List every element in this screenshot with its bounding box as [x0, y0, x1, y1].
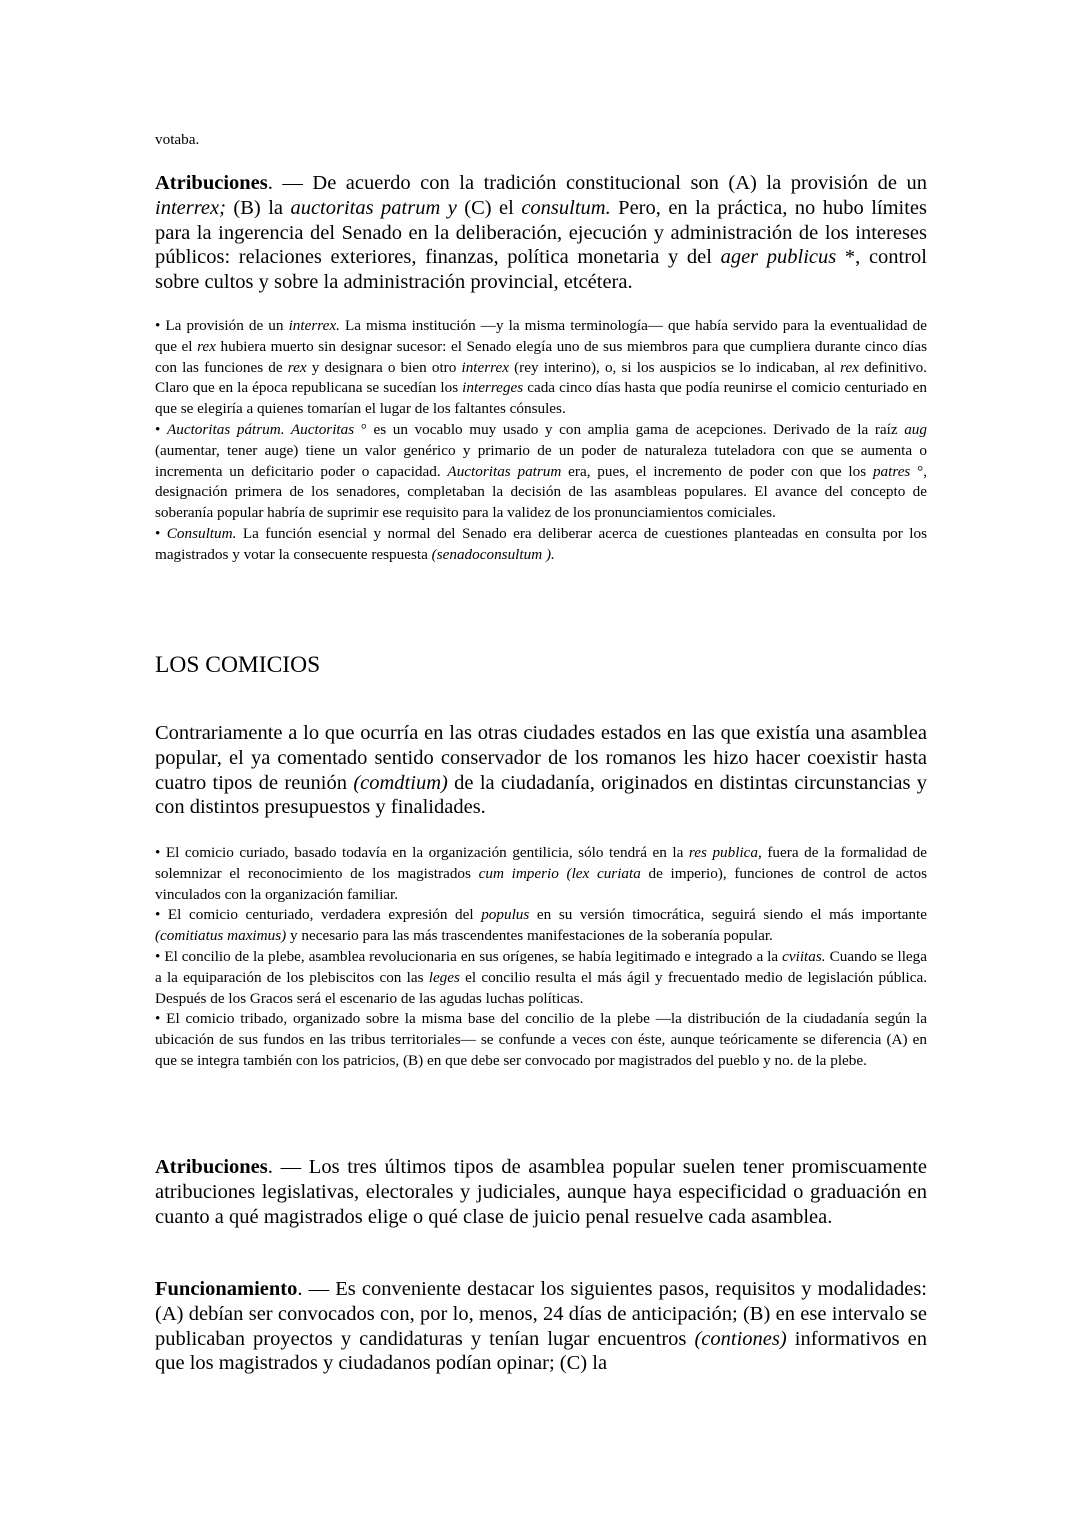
funcionamiento-paragraph	[155, 1277, 927, 1376]
text-run: (B) la	[225, 196, 291, 219]
note-comicio-tribado	[155, 1009, 927, 1071]
italic-term: Auctoritas patrum	[447, 462, 562, 480]
funcionamiento-section	[155, 1277, 927, 1376]
italic-term: patres	[872, 462, 911, 480]
text-run: . — Es conveniente destacar los siguientes pasos, requisitos y modalidades: (A) debían ser convocados con, por lo, menos, 24 días de anticipación; (B) en ese intervalo se publicaban proyectos y candidaturas y tenían lugar encuentros	[155, 1278, 927, 1350]
italic-term: consultum.	[521, 196, 611, 219]
italic-term: interreges	[462, 379, 524, 397]
italic-term: populus	[481, 906, 530, 924]
italic-term: (contiones)	[694, 1327, 787, 1350]
note-interrex	[155, 316, 927, 420]
text-run: • El comicio curiado, basado todavía en la organización gentilicia, sólo tendrá en la	[155, 844, 689, 861]
italic-term: cum imperio (lex curiata	[478, 864, 641, 882]
italic-term: interrex;	[155, 196, 226, 219]
comicios-atribuciones-paragraph	[155, 1155, 927, 1229]
continuation-line	[155, 130, 927, 150]
italic-term: interrex.	[288, 317, 340, 334]
comicios-intro	[155, 721, 927, 820]
text-run: *, control sobre cultos y sobre la administración provincial, etcétera.	[155, 246, 928, 294]
italic-term: (senadoconsultum ).	[431, 545, 555, 563]
text-run: • El concilio de la plebe, asamblea revolucionaria en sus orígenes, se había legitimado e integrado a la	[155, 947, 783, 965]
italic-term: rex	[287, 358, 307, 376]
text-run: el concilio resulta el más ágil y frecuentado medio de legislación pública. Después de los Gracos será el escenario de las agudas luchas políticas.	[155, 968, 928, 1007]
italic-term: aug	[904, 420, 927, 438]
italic-term: (comdtium)	[353, 771, 448, 794]
comicios-atribuciones-section	[155, 1155, 927, 1229]
section-lead: Atribuciones	[155, 172, 268, 194]
text-run: (C) el	[456, 196, 522, 219]
text-run: y designara o bien otro	[306, 358, 462, 376]
italic-term: cviitas.	[782, 947, 826, 965]
text-run: Cuando se llega a la equiparación de los plebiscitos con las	[155, 947, 927, 986]
text-run: Pero, en la práctica, no hubo límites para la ingerencia del Senado en la deliberación, ejecución y administración de los intereses públicos: relaciones exteriores, finanzas, política monetaria y del	[155, 196, 928, 269]
comicios-notes	[155, 843, 927, 1072]
text-run: en su versión timocrática, seguirá siendo el más importante	[529, 906, 927, 924]
text-run: era, pues, el incremento de poder con que los	[561, 462, 873, 480]
text-run: informativos en que los magistrados y ciudadanos podían opinar; (C) la	[155, 1327, 927, 1375]
text-run: definitivo. Claro que en la época republicana se sucedían los	[155, 358, 927, 397]
text-run: La misma institución —y la misma terminología— que había servido para la eventualidad de que el	[155, 317, 927, 355]
text-run: . — Los tres últimos tipos de asamblea popular suelen tener promiscuamente atribuciones legislativas, electorales y judiciales, aunque haya especificidad o graduación en cuanto a qué magistrados elige o qué clase de juicio penal resuelve cada asamblea.	[155, 1156, 927, 1228]
italic-term: ager publicus	[720, 246, 837, 269]
italic-term: Consultum.	[166, 524, 237, 542]
senado-atribuciones-paragraph	[155, 171, 927, 295]
note-comicio-centuriado	[155, 905, 927, 947]
continuation-text: votaba.	[155, 131, 200, 148]
italic-term: leges	[428, 968, 460, 986]
text-run: de imperio), funciones de control de actos vinculados con la organización familiar.	[155, 864, 927, 903]
section-heading: LOS COMICIOS	[155, 652, 321, 678]
italic-term: rex	[840, 358, 859, 376]
comicios-intro-paragraph	[155, 721, 927, 820]
italic-term: (comitiatus maximus)	[155, 927, 287, 945]
italic-term: rex	[197, 337, 216, 355]
text-run: °, designación primera de los senadores, completaban la decisión de las asambleas populares. El avance del concepto de soberanía popular habría de suprimir ese requisito para la validez de los pronunciamientos comiciales.	[155, 462, 927, 522]
comicios-heading-block	[155, 651, 927, 679]
note-concilio-plebe	[155, 947, 927, 1009]
text-run: •	[155, 420, 167, 438]
senado-atribuciones-section	[155, 171, 927, 295]
italic-term: res publica,	[688, 844, 762, 861]
section-lead: Atribuciones	[155, 1156, 268, 1178]
text-run: •	[155, 524, 167, 542]
text-run: • La provisión de un	[155, 317, 289, 334]
note-comicio-curiado	[155, 843, 927, 905]
text-run: cada cinco días hasta que podía reunirse el comicio centuriado en que se elegiría a quienes tomarían el lugar de los faltantes cónsules.	[155, 379, 927, 418]
text-run: Contrariamente a lo que ocurría en las otras ciudades estados en las que existía una asamblea popular, el ya comentado sentido conservador de los romanos les hizo hacer coexistir hasta cuatro tipos de reunión	[155, 722, 927, 794]
text-run: . — De acuerdo con la tradición constitucional son (A) la provisión de un	[267, 172, 927, 194]
note-consultum	[155, 524, 927, 566]
text-run: La función esencial y normal del Senado era deliberar acerca de cuestiones planteadas en consulta por los magistrados y votar la consecuente respuesta	[155, 524, 927, 563]
section-lead: Funcionamiento	[155, 1278, 298, 1300]
italic-term: Auctoritas pátrum. Auctoritas	[166, 420, 355, 438]
text-run: hubiera muerto sin designar sucesor: el Senado elegía uno de sus miembros para que cumpliera durante cinco días con las funciones de	[155, 337, 927, 376]
note-auctoritas	[155, 420, 927, 524]
text-run: fuera de la formalidad de solemnizar el reconocimiento de los magistrados	[155, 844, 928, 882]
senado-notes	[155, 316, 927, 566]
text-run: (aumentar, tener auge) tiene un valor genérico y primario de un poder de naturaleza tuteladora con que se aumenta o incrementa un deficitario poder o capacidad.	[155, 441, 927, 480]
text-run: de la ciudadanía, originados en distintas circunstancias y con distintos presupuestos y finalidades.	[155, 771, 928, 819]
italic-term: auctoritas patrum y	[290, 196, 457, 219]
text-run: y necesario para las más trascendentes manifestaciones de la soberanía popular.	[286, 927, 773, 945]
text-run: • El comicio centuriado, verdadera expresión del	[155, 906, 482, 924]
italic-term: interrex	[461, 358, 509, 376]
text-run: • El comicio tribado, organizado sobre la misma base del concilio de la plebe —la distribución de la ciudadanía según la ubicación de sus fundos en las tribus territoriales— se confunde a veces con éste, aunque teóricamente se diferencia (A) en que se integra también con los patricios, (B) en que debe ser convocado por magistrados del pueblo y no. de la plebe.	[155, 1010, 927, 1069]
text-run: (rey interino), o, si los auspicios se lo indicaban, al	[508, 358, 841, 376]
text-run: ° es un vocablo muy usado y con amplia gama de acepciones. Derivado de la raíz	[354, 420, 905, 438]
